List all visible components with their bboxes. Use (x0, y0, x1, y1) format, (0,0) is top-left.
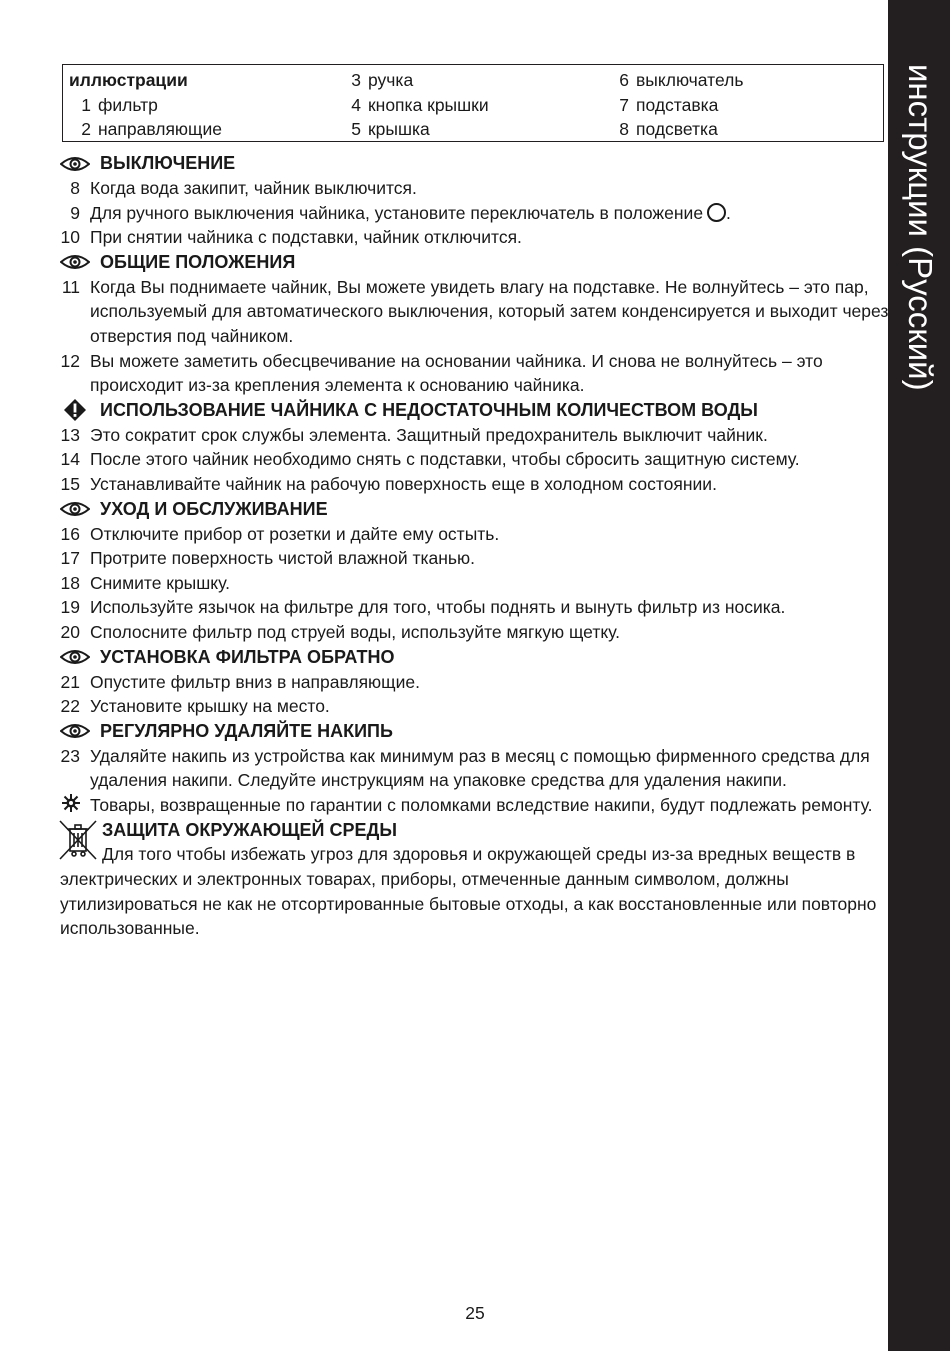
section-heading-off: ВЫКЛЮЧЕНИЕ (60, 151, 890, 176)
list-item: 17 Протрите поверхность чистой влажной тканью. (60, 548, 476, 569)
list-item: 16 Отключите прибор от розетки и дайте ему остыть. (60, 523, 500, 544)
list-item: 20 Сполосните фильтр под струей воды, используйте мягкую щетку. (60, 621, 621, 642)
list-item: 14 После этого чайник необходимо снять с подставки, чтобы сбросить защитную систему. (60, 449, 800, 470)
eye-icon (60, 498, 90, 520)
legend-column-1 (69, 68, 222, 142)
legend-item: 2 направляющие (81, 119, 222, 139)
eye-icon (60, 646, 90, 668)
list-item: 15 Устанавливайте чайник на рабочую поверхность еще в холодном состоянии. (60, 473, 717, 494)
instructions-body (60, 151, 890, 941)
legend-heading: иллюстрации (69, 70, 188, 90)
legend-item: 8 подсветка (619, 119, 718, 139)
legend-column-3 (607, 68, 743, 142)
off-position-icon (707, 203, 726, 222)
list-item: 23 Удаляйте накипь из устройства как минимум раз в месяц с помощью фирменного средства для удаления накипи. Следуйте инструкциям на упаковке средства для удаления накипи. (60, 745, 870, 791)
section-heading-refit: УСТАНОВКА ФИЛЬТРА ОБРАТНО (60, 645, 890, 670)
list-item: 21 Опустите фильтр вниз в направляющие. (60, 671, 420, 692)
section-heading-general: ОБЩИЕ ПОЛОЖЕНИЯ (60, 250, 890, 275)
crossed-bin-icon (56, 817, 100, 863)
legend-item: 5 крышка (351, 119, 430, 139)
sun-icon (60, 794, 82, 820)
warning-diamond-icon (60, 399, 90, 421)
section-heading-low-water: ИСПОЛЬЗОВАНИЕ ЧАЙНИКА С НЕДОСТАТОЧНЫМ КОЛИЧЕСТВОМ ВОДЫ (60, 398, 890, 423)
list-item: 10 При снятии чайника с подставки, чайник отключится. (60, 227, 522, 248)
environment-text: Для того чтобы избежать угроз для здоровья и окружающей среды из-за вредных веществ в электрических и электронных товарах, приборы, отмеченные данным символом, должны утилизироваться не как не отсортированные бытовые отходы, а как восстановленные или повторно использованные. (60, 844, 877, 939)
eye-icon (60, 720, 90, 742)
list-item: 22 Установите крышку на место. (60, 696, 330, 717)
illustration-legend (62, 64, 884, 142)
legend-item: 7 подставка (619, 94, 719, 115)
sidebar-title: инструкции (Русский) (902, 64, 939, 391)
page-number: 25 (465, 1303, 485, 1323)
descale-note: Товары, возвращенные по гарантии с поломками вследствие накипи, будут подлежать ремонту. (60, 793, 890, 818)
legend-item: 3 ручка (351, 70, 414, 90)
legend-column-2 (339, 68, 489, 142)
list-item: 9 Для ручного выключения чайника, установите переключатель в положение . (70, 202, 731, 223)
section-heading-care: УХОД И ОБСЛУЖИВАНИЕ (60, 497, 890, 522)
legend-item: 1 фильтр (81, 94, 158, 115)
list-item: 18 Снимите крышку. (60, 572, 231, 593)
list-item: 8 Когда вода закипит, чайник выключится. (70, 178, 417, 198)
eye-icon (60, 251, 90, 273)
list-item: 11 Когда Вы поднимаете чайник, Вы можете увидеть влагу на подставке. Не волнуйтесь – это пар, используемый для автоматического выключения, который затем конденсируется и выходит через отверстия под чайником. (61, 276, 889, 346)
eye-icon (60, 153, 90, 175)
environment-section (60, 817, 890, 940)
list-item: 12 Вы можете заметить обесцвечивание на основании чайника. И снова не волнуйтесь – это происходит из-за крепления элемента к основанию чайника. (60, 350, 823, 396)
section-heading-environment: ЗАЩИТА ОКРУЖАЮЩЕЙ СРЕДЫ (102, 819, 397, 840)
legend-item: 4 кнопка крышки (351, 94, 489, 115)
legend-item: 6 выключатель (619, 70, 744, 90)
list-item: 13 Это сократит срок службы элемента. Защитный предохранитель выключит чайник. (60, 424, 768, 445)
section-heading-descale: РЕГУЛЯРНО УДАЛЯЙТЕ НАКИПЬ (60, 719, 890, 744)
list-item: 19 Используйте язычок на фильтре для того, чтобы поднять и вынуть фильтр из носика. (60, 597, 786, 618)
